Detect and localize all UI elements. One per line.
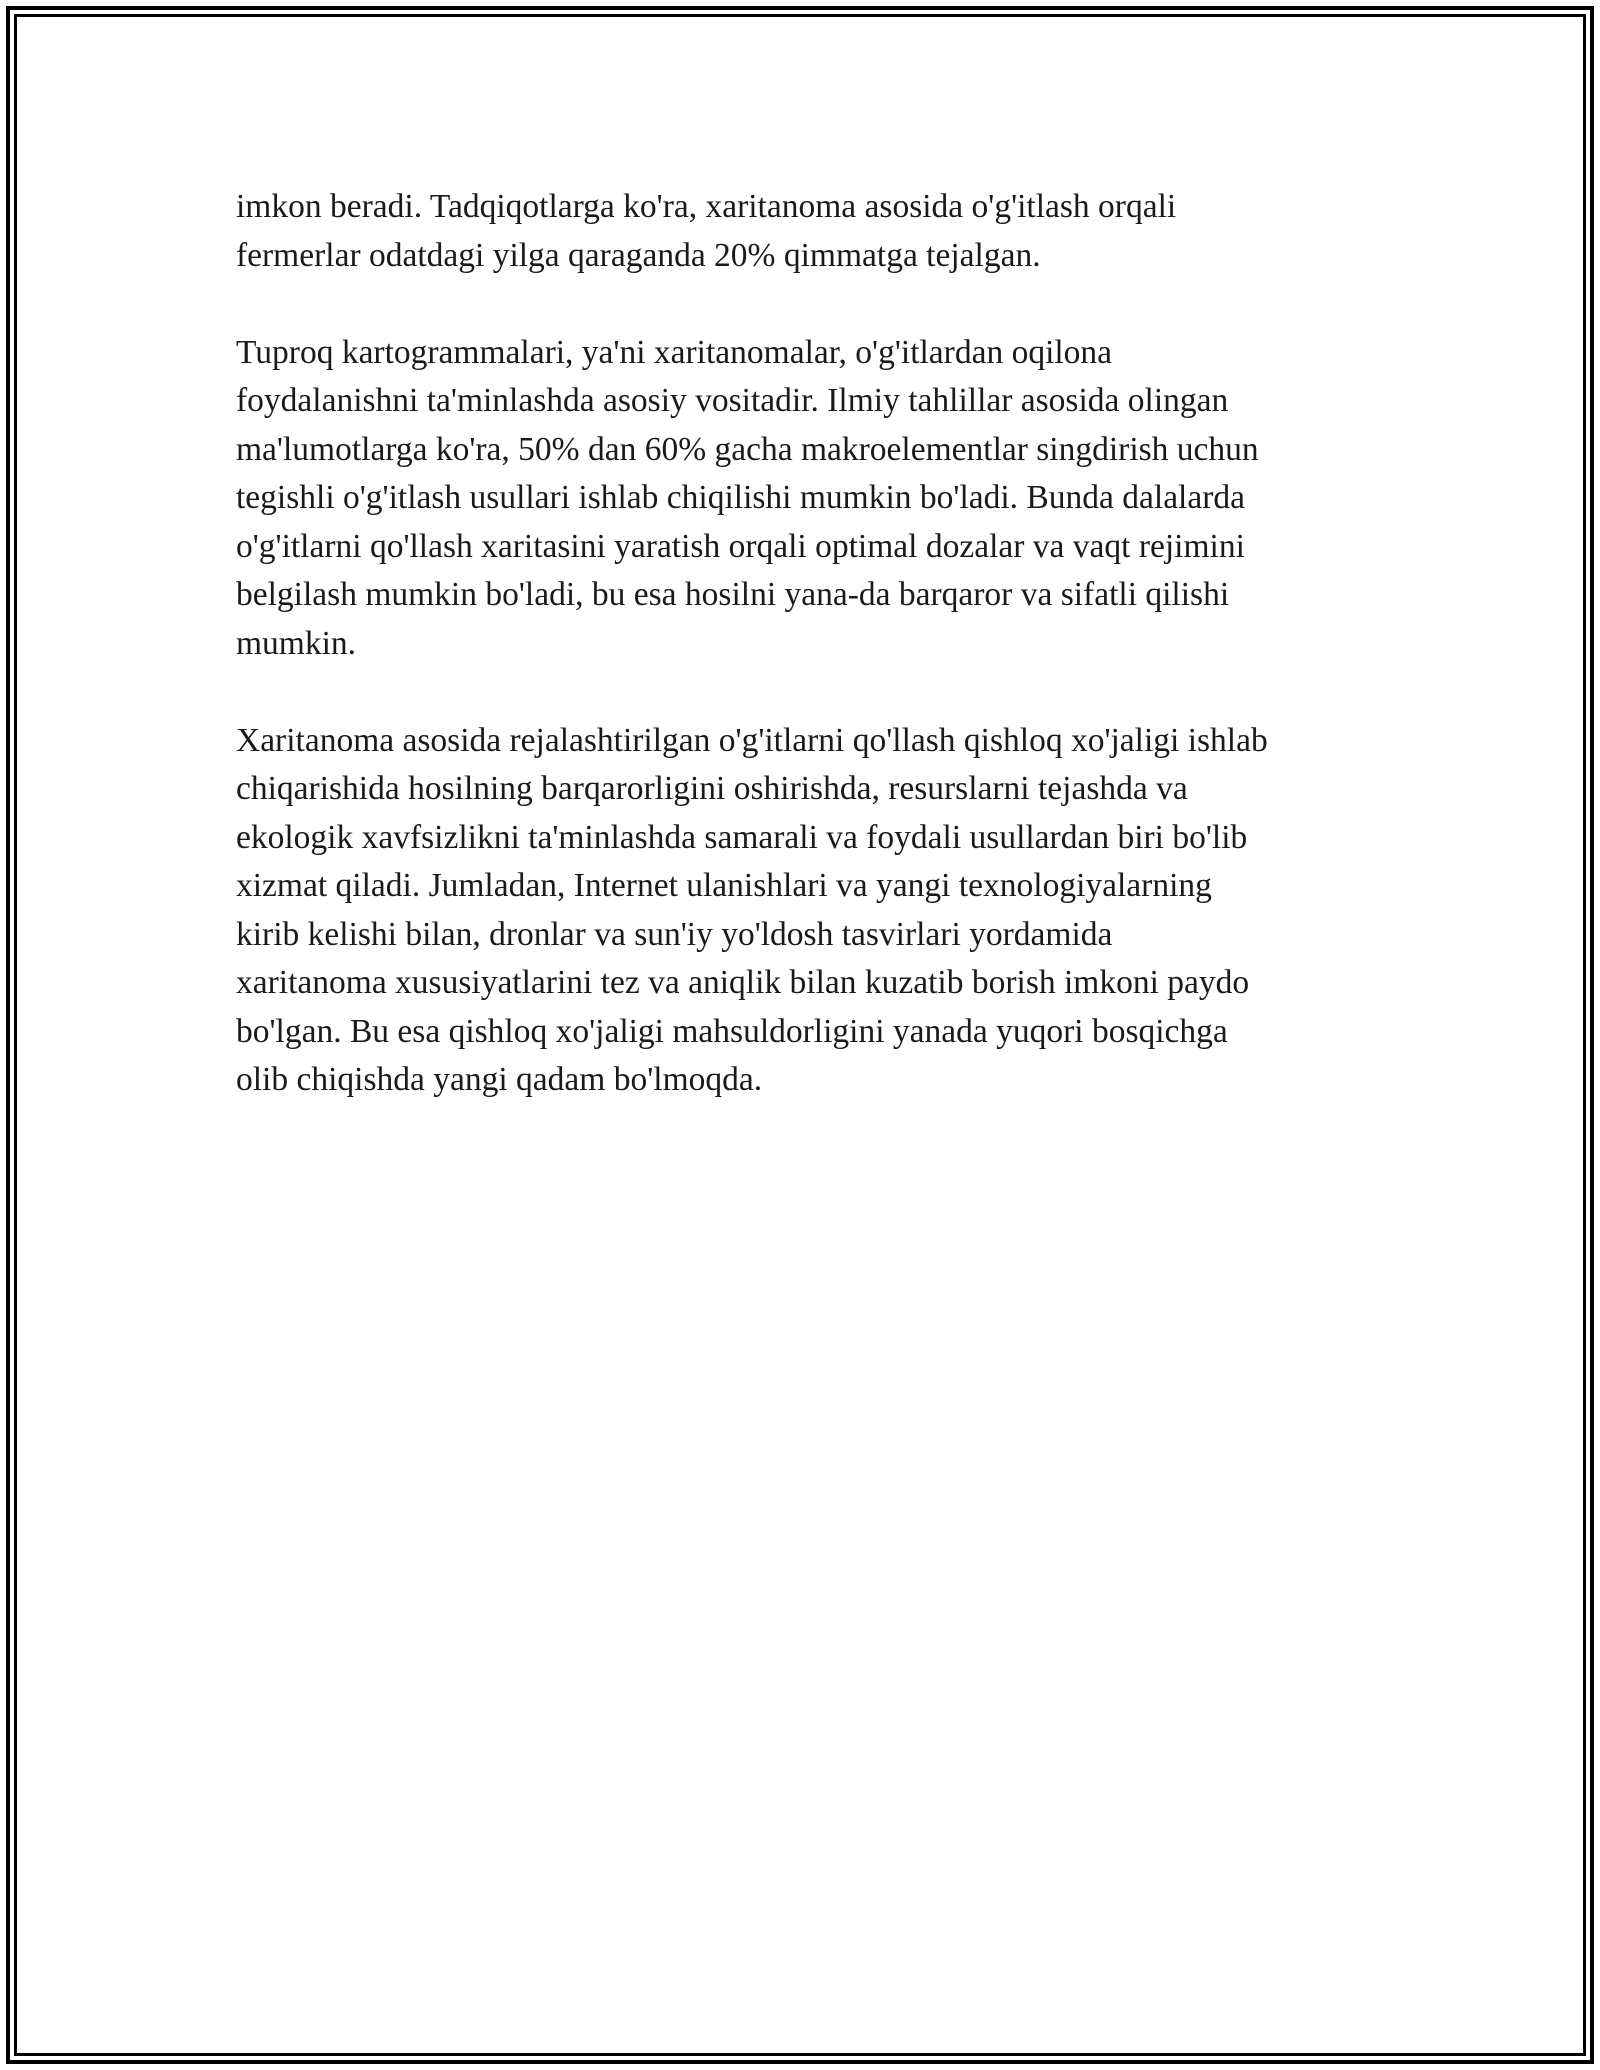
text-line: kirib kelishi bilan, dronlar va sun'iy yo'ldosh tasvirlari yordamida	[236, 915, 1113, 953]
text-line: Tuproq kartogrammalari, ya'ni xaritanomalar, o'g'itlardan oqilona	[236, 333, 1113, 371]
text-line: chiqarishida hosilning barqarorligini oshirishda, resurslarni tejashda va	[236, 770, 1188, 807]
text-line: ma'lumotlarga ko'ra, 50% dan 60% gacha makroelementlar singdirish uchun	[236, 430, 1259, 468]
text-line: fermerlar odatdagi yilga qaraganda 20% qimmatga tejalgan.	[236, 236, 1041, 274]
text-line: imkon beradi. Tadqiqotlarga ko'ra, xaritanoma asosida o'g'itlash orqali	[236, 188, 1177, 225]
text-line: xizmat qiladi. Jumladan, Internet ulanishlari va yangi texnologiyalarning	[236, 867, 1212, 904]
text-line: olib chiqishda yangi qadam bo'lmoqda.	[236, 1061, 763, 1098]
text-line: tegishli o'g'itlash usullari ishlab chiqilishi mumkin bo'ladi. Bunda dalalarda	[236, 479, 1246, 516]
text-line: o'g'itlarni qo'llash xaritasini yaratish orqali optimal dozalar va vaqt rejimini	[236, 527, 1245, 565]
text-line: mumkin.	[236, 624, 357, 662]
text-line: Xaritanoma asosida rejalashtirilgan o'g'itlarni qo'llash qishloq xo'jaligi ishlab	[236, 721, 1268, 759]
paragraph-2	[236, 329, 1386, 669]
text-line: bo'lgan. Bu esa qishloq xo'jaligi mahsuldorligini yanada yuqori bosqichga	[236, 1012, 1228, 1050]
paragraph-3	[236, 717, 1386, 1105]
text-line: foydalanishni ta'minlashda asosiy vositadir. Ilmiy tahlillar asosida olingan	[236, 382, 1229, 419]
text-line: belgilash mumkin bo'ladi, bu esa hosilni yana-da barqaror va sifatli qilishi	[236, 576, 1230, 613]
paragraph-1	[236, 183, 1386, 280]
text-line: ekologik xavfsizlikni ta'minlashda samarali va foydali usullardan biri bo'lib	[236, 818, 1248, 856]
text-line: xaritanoma xususiyatlarini tez va aniqlik bilan kuzatib borish imkoni paydo	[236, 964, 1250, 1001]
document-body	[236, 183, 1386, 1153]
